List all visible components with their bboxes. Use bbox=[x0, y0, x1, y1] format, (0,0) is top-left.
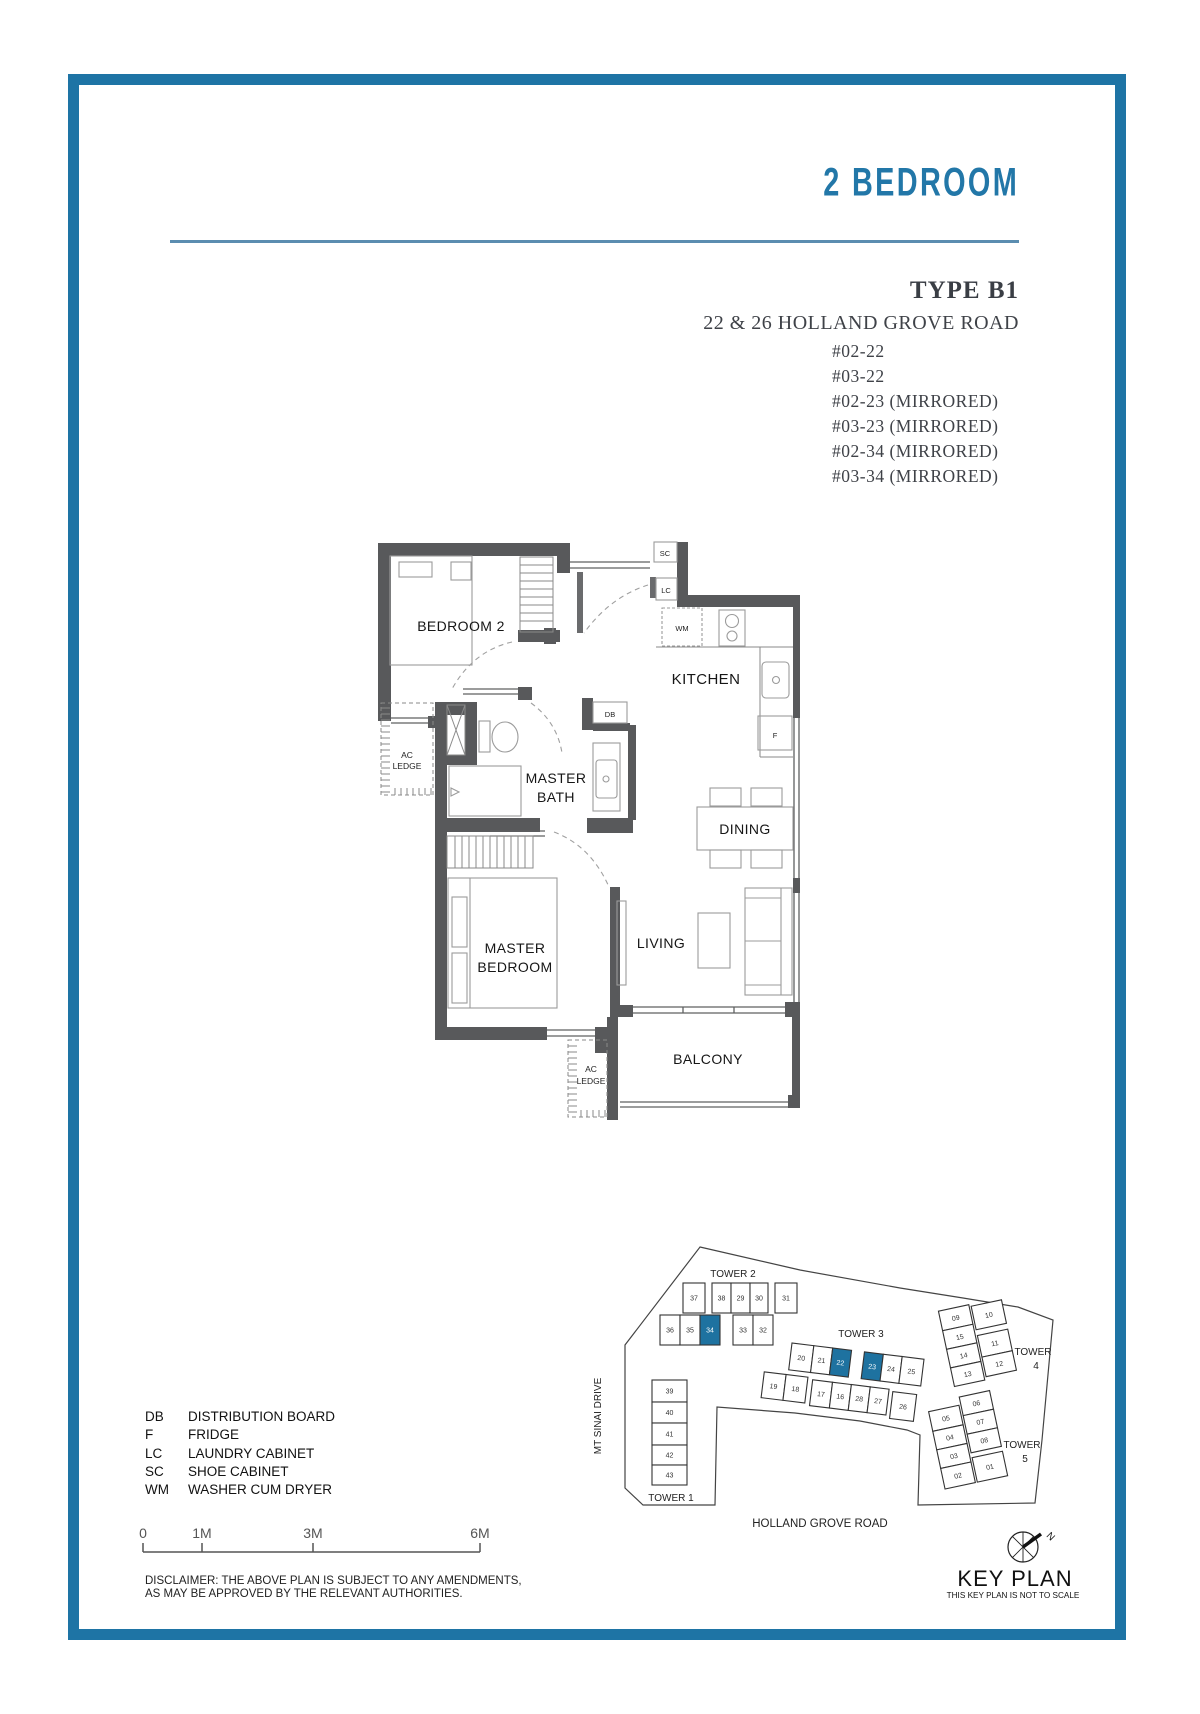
key-plan-subtitle: THIS KEY PLAN IS NOT TO SCALE bbox=[946, 1591, 1080, 1600]
fixture-label-lc: LC bbox=[661, 586, 671, 595]
unit-cell-number: 40 bbox=[665, 1410, 674, 1418]
tower-4 bbox=[938, 1298, 1051, 1387]
legend-abbr: LC bbox=[145, 1446, 163, 1461]
unit-item: #02-34 (MIRRORED) bbox=[832, 441, 999, 461]
unit-cell-number: 04 bbox=[945, 1434, 955, 1443]
unit-cell-number: 29 bbox=[736, 1295, 745, 1303]
tower-label: TOWER 1 bbox=[648, 1493, 694, 1504]
unit-cell-number: 36 bbox=[666, 1327, 674, 1335]
unit-cell-number: 35 bbox=[686, 1327, 694, 1335]
entry-door-leaf bbox=[650, 577, 656, 598]
ac-ledge-bottom-label-1: AC bbox=[585, 1064, 597, 1074]
unit-item: #03-23 (MIRRORED) bbox=[832, 416, 999, 436]
tower-label: TOWER 3 bbox=[838, 1329, 884, 1340]
unit-cell-number: 01 bbox=[985, 1463, 995, 1472]
unit-cell-number: 38 bbox=[717, 1295, 726, 1303]
road-label-left: MT SINAI DRIVE bbox=[593, 1377, 604, 1455]
unit-cell-number: 19 bbox=[769, 1383, 778, 1392]
tower-5 bbox=[927, 1391, 1041, 1489]
unit-item: #02-22 bbox=[832, 341, 885, 361]
ac-ledge-left-label-1: AC bbox=[401, 750, 413, 760]
room-label-dining: DINING bbox=[719, 821, 771, 837]
unit-cell-number: 27 bbox=[873, 1398, 883, 1406]
unit-cell-number: 14 bbox=[959, 1352, 969, 1361]
scale-label-0: 0 bbox=[139, 1525, 147, 1541]
unit-cell-number: 05 bbox=[941, 1415, 951, 1424]
unit-cell-number: 10 bbox=[984, 1311, 994, 1321]
unit-item: #03-34 (MIRRORED) bbox=[832, 466, 999, 486]
unit-cell-number: 06 bbox=[972, 1399, 982, 1409]
room-label-balcony: BALCONY bbox=[673, 1051, 743, 1067]
unit-item: #02-23 (MIRRORED) bbox=[832, 391, 999, 411]
tower-1 bbox=[660, 1269, 797, 1345]
legend-label: WASHER CUM DRYER bbox=[188, 1482, 333, 1497]
ac-ledge-bottom-label-2: LEDGE bbox=[576, 1076, 606, 1086]
legend-abbr: DB bbox=[145, 1409, 164, 1424]
tower-label: 5 bbox=[1022, 1454, 1028, 1465]
unit-cell-number: 37 bbox=[690, 1295, 698, 1303]
unit-cell-number: 12 bbox=[994, 1360, 1004, 1369]
unit-cell-number: 43 bbox=[665, 1472, 674, 1480]
tower-label: TOWER bbox=[1003, 1440, 1041, 1451]
unit-cell-number: 41 bbox=[665, 1431, 674, 1439]
address-line: 22 & 26 HOLLAND GROVE ROAD bbox=[703, 312, 1019, 334]
furniture bbox=[390, 542, 793, 1008]
tower-2 bbox=[761, 1329, 925, 1422]
ac-ledge-left-label-2: LEDGE bbox=[392, 761, 422, 771]
kitchen-counter bbox=[656, 647, 793, 757]
scale-bar bbox=[139, 1525, 490, 1552]
fixture-label-sc: SC bbox=[659, 549, 671, 558]
fixture-label-wm: WM bbox=[675, 624, 689, 633]
bed2 bbox=[390, 556, 472, 665]
unit-cell-number: 42 bbox=[665, 1452, 674, 1460]
unit-cell-number: 23 bbox=[867, 1363, 877, 1372]
legend-abbr: SC bbox=[145, 1464, 164, 1479]
disclaimer-line-2: AS MAY BE APPROVED BY THE RELEVANT AUTHORITIES. bbox=[145, 1588, 463, 1600]
unit-cell-number: 31 bbox=[782, 1295, 790, 1303]
legend-label: SHOE CABINET bbox=[188, 1464, 289, 1479]
bedroom2-wardrobe bbox=[520, 557, 553, 632]
room-label-master-bath-1: MASTER bbox=[525, 770, 587, 786]
legend-label: FRIDGE bbox=[188, 1427, 240, 1442]
unit-cell-number: 28 bbox=[854, 1395, 864, 1404]
room-label-master-bedroom-2: BEDROOM bbox=[477, 959, 553, 975]
room-label-master-bedroom-1: MASTER bbox=[484, 940, 546, 956]
unit-cell-number: 08 bbox=[979, 1437, 990, 1446]
unit-cell-number: 22 bbox=[836, 1359, 845, 1368]
compass-icon bbox=[1008, 1530, 1057, 1562]
unit-cell-number: 09 bbox=[951, 1314, 961, 1324]
unit-cell-number: 15 bbox=[955, 1333, 965, 1343]
road-label-bottom: HOLLAND GROVE ROAD bbox=[752, 1518, 888, 1530]
unit-cell-number: 03 bbox=[949, 1452, 959, 1462]
room-label-bedroom2: BEDROOM 2 bbox=[417, 618, 505, 634]
room-label-living: LIVING bbox=[636, 935, 686, 951]
unit-item: #03-22 bbox=[832, 366, 885, 386]
page-title: 2 BEDROOM bbox=[823, 160, 1019, 205]
unit-cell-number: 11 bbox=[990, 1340, 1000, 1349]
tower-label: TOWER bbox=[1014, 1347, 1052, 1358]
floor-plan bbox=[378, 542, 800, 1120]
legend bbox=[145, 1409, 335, 1497]
unit-cell-number: 13 bbox=[963, 1370, 973, 1380]
unit-cell-number: 24 bbox=[886, 1365, 896, 1374]
master-wardrobe bbox=[447, 836, 533, 868]
legend-label: DISTRIBUTION BOARD bbox=[188, 1409, 336, 1424]
unit-cell-number: 25 bbox=[907, 1368, 916, 1377]
unit-cell-number: 26 bbox=[898, 1403, 908, 1412]
unit-cell-number: 07 bbox=[976, 1418, 986, 1427]
unit-cell-number: 39 bbox=[665, 1388, 674, 1396]
type-label: TYPE B1 bbox=[909, 277, 1019, 304]
unit-cell-number: 33 bbox=[739, 1327, 747, 1335]
room-label-kitchen: KITCHEN bbox=[671, 671, 741, 688]
scale-label-6m: 6M bbox=[470, 1525, 490, 1541]
unit-cell-number: 32 bbox=[759, 1327, 767, 1335]
tower-label: TOWER 2 bbox=[710, 1269, 756, 1280]
unit-cell-number: 17 bbox=[816, 1391, 826, 1399]
disclaimer-line-1: DISCLAIMER: THE ABOVE PLAN IS SUBJECT TO ANY AMENDMENTS, bbox=[145, 1575, 522, 1587]
unit-cell-number: 21 bbox=[817, 1357, 826, 1366]
unit-cell-number: 16 bbox=[835, 1393, 845, 1402]
tower-label: 4 bbox=[1033, 1361, 1039, 1372]
unit-cell-number: 18 bbox=[791, 1385, 800, 1394]
unit-cell-number: 30 bbox=[755, 1295, 763, 1303]
legend-abbr: WM bbox=[145, 1482, 169, 1497]
legend-abbr: F bbox=[145, 1427, 154, 1442]
unit-cell-number: 34 bbox=[706, 1327, 714, 1335]
room-label-master-bath-2: BATH bbox=[537, 789, 575, 805]
key-plan bbox=[593, 1247, 1080, 1600]
fixture-label-db: DB bbox=[604, 710, 616, 719]
unit-cell-number: 02 bbox=[953, 1472, 963, 1481]
legend-label: LAUNDRY CABINET bbox=[188, 1446, 315, 1461]
unit-cell-number: 20 bbox=[796, 1354, 806, 1363]
scale-label-3m: 3M bbox=[303, 1525, 323, 1541]
key-plan-title: KEY PLAN bbox=[957, 1566, 1073, 1591]
tower-3 bbox=[648, 1380, 694, 1504]
disclaimer bbox=[145, 1575, 522, 1600]
tower-blocks bbox=[648, 1269, 1051, 1504]
bedroom2-door-leaf bbox=[577, 572, 583, 633]
compass-north-label: N bbox=[1043, 1530, 1057, 1544]
fixture-label-f: F bbox=[772, 731, 778, 740]
scale-label-1m: 1M bbox=[192, 1525, 212, 1541]
